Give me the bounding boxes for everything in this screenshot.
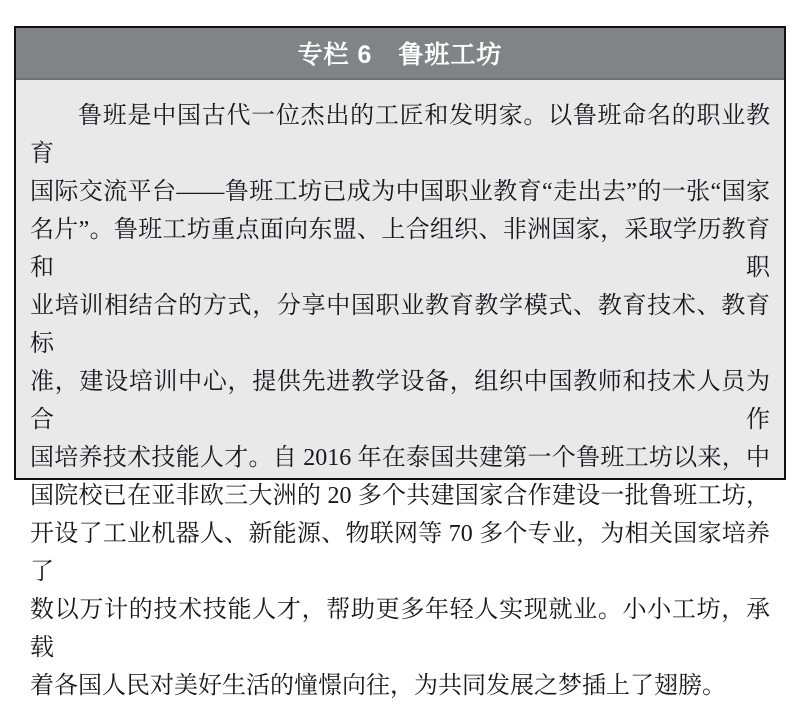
body-line: 国际交流平台——鲁班工坊已成为中国职业教育“走出去”的一张“国家 [30, 179, 770, 205]
body-line: 准，建设培训中心，提供先进教学设备，组织中国教师和技术人员为合作 [30, 369, 770, 433]
body-line: 业培训相结合的方式，分享中国职业教育教学模式、教育技术、教育标 [30, 293, 770, 357]
panel-header [16, 28, 784, 80]
body-line: 名片”。鲁班工坊重点面向东盟、上合组织、非洲国家，采取学历教育和职 [30, 217, 770, 281]
body-line: 着各国人民对美好生活的憧憬向往，为共同发展之梦插上了翅膀。 [30, 673, 726, 699]
panel-title: 专栏 6 鲁班工坊 [297, 41, 503, 69]
body-line: 鲁班是中国古代一位杰出的工匠和发明家。以鲁班命名的职业教育 [30, 103, 770, 167]
panel-body-text [16, 80, 784, 705]
luban-workshop-panel [14, 26, 786, 699]
body-line: 开设了工业机器人、新能源、物联网等 70 多个专业，为相关国家培养了 [30, 521, 770, 585]
body-line: 国培养技术技能人才。自 2016 年在泰国共建第一个鲁班工坊以来，中 [30, 445, 770, 471]
body-line: 数以万计的技术技能人才，帮助更多年轻人实现就业。小小工坊，承载 [30, 597, 770, 661]
body-line: 国院校已在亚非欧三大洲的 20 多个共建国家合作建设一批鲁班工坊， [30, 483, 770, 509]
